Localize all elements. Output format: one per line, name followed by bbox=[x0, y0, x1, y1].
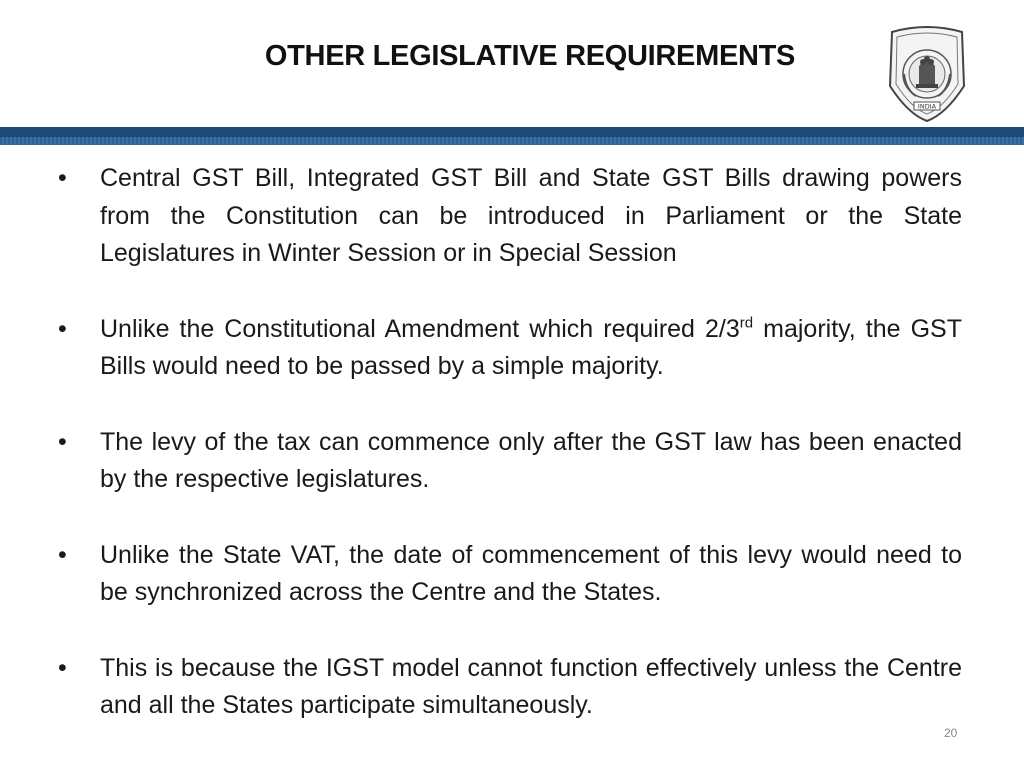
header-band bbox=[0, 127, 1024, 137]
bullet-item bbox=[58, 537, 962, 612]
bullet-icon: • bbox=[58, 653, 67, 682]
emblem-label: INDIA bbox=[917, 102, 937, 111]
page-number: 20 bbox=[944, 726, 958, 740]
bullet-icon: • bbox=[58, 164, 67, 192]
slide-title: OTHER LEGISLATIVE REQUIREMENTS bbox=[264, 40, 796, 72]
ordinal-superscript: rd bbox=[739, 314, 754, 332]
bullet-icon: • bbox=[58, 427, 67, 456]
bullet-item bbox=[58, 311, 962, 386]
bullet-text: Unlike the State VAT, the date of commencement of this levy would need to be synchronized across the Centre and the States. bbox=[100, 540, 962, 606]
bullet-item bbox=[58, 160, 962, 273]
bullet-list bbox=[58, 160, 962, 763]
bullet-text: Central GST Bill, Integrated GST Bill and State GST Bills drawing powers from the Constitution can be introduced in Parliament or the State Legislatures in Winter Session or in Special Session bbox=[100, 164, 962, 267]
bullet-text-part: Unlike the Constitutional Amendment which required 2/3 bbox=[100, 314, 740, 343]
bullet-item bbox=[58, 650, 962, 725]
bullet-icon: • bbox=[58, 314, 67, 343]
bullet-text: The levy of the tax can commence only after the GST law has been enacted by the respective legislatures. bbox=[100, 427, 962, 493]
bullet-text: This is because the IGST model cannot function effectively unless the Centre and all the States participate simultaneously. bbox=[100, 653, 962, 719]
bullet-text-part: majority, the GST Bills would need to be passed by a simple majority. bbox=[100, 314, 962, 380]
bullet-icon: • bbox=[58, 540, 67, 569]
header-band-accent bbox=[0, 137, 1024, 145]
emblem-logo bbox=[886, 26, 968, 124]
bullet-item bbox=[58, 424, 962, 499]
